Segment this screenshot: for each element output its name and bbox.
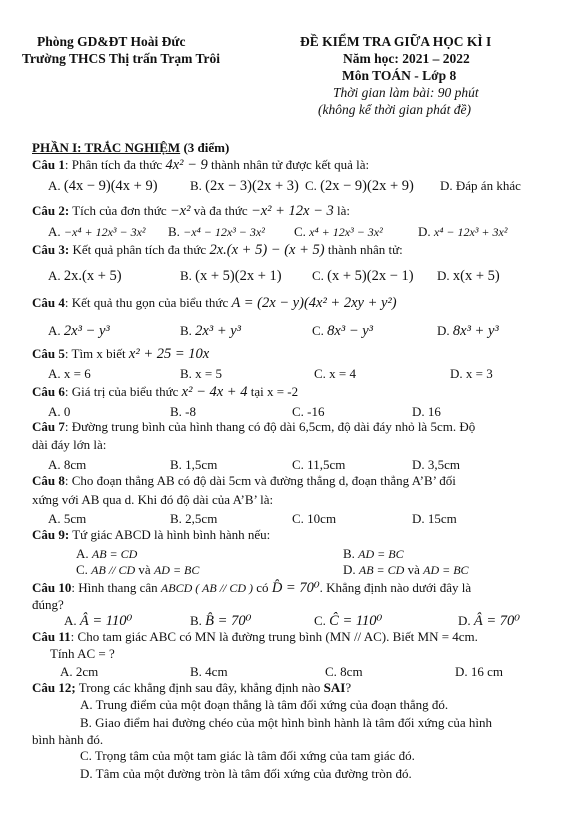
question-5 xyxy=(32,346,209,363)
option-math: AB = CD xyxy=(91,547,138,561)
q4-option-b xyxy=(180,323,241,340)
q8-option-b: B. 2,5cm xyxy=(170,511,218,526)
q2-option-b xyxy=(168,224,265,240)
q1-option-b xyxy=(190,178,299,195)
option-math: (2x − 3)(2x + 3) xyxy=(205,178,299,194)
option-label: C. xyxy=(312,268,328,283)
option-math: AD = BC xyxy=(153,563,200,577)
question-text: : Đường trung bình của hình thang có độ dài 6,5cm, độ dài đáy nhỏ là 5cm. Độ xyxy=(64,419,476,434)
option-label: A. xyxy=(64,613,80,628)
question-9 xyxy=(32,527,270,543)
question-3 xyxy=(32,242,403,259)
option-label: A. xyxy=(48,323,64,338)
question-text: : Hình thang cân xyxy=(71,580,158,595)
option-math: (x + 5)(2x − 1) xyxy=(327,268,414,284)
q10-option-a xyxy=(64,613,132,630)
q9-option-b xyxy=(343,546,404,562)
q9-option-d xyxy=(343,562,469,578)
question-8-cont: xứng với AB qua d. Khi đó độ dài của A’B’ là: xyxy=(32,492,274,507)
question-label: Câu 9: xyxy=(32,527,70,542)
q7-option-b: B. 1,5cm xyxy=(170,457,218,472)
option-text: và xyxy=(404,562,424,577)
q3-option-d xyxy=(437,268,500,285)
option-label: A. xyxy=(48,224,64,239)
question-12 xyxy=(32,680,351,696)
section-title-text: PHẦN I: TRẮC NGHIỆM xyxy=(32,140,181,155)
section-title xyxy=(32,140,229,156)
option-label: D. xyxy=(437,323,453,338)
q5-option-d: D. x = 3 xyxy=(450,366,493,381)
option-label: C. xyxy=(305,178,321,193)
question-text: : Cho tam giác ABC có MN là đường trung bình (MN // AC). Biết MN = 4cm. xyxy=(70,629,478,644)
question-7 xyxy=(32,419,475,435)
q11-option-d: D. 16 cm xyxy=(455,664,504,679)
option-label: B. xyxy=(190,178,206,193)
option-label: C. xyxy=(314,613,330,628)
q6-option-c: C. -16 xyxy=(292,404,325,419)
question-emphasis: SAI xyxy=(323,680,346,695)
q7-option-a: A. 8cm xyxy=(48,457,87,472)
question-label: Câu 2: xyxy=(32,203,70,218)
option-label: C. xyxy=(312,323,328,338)
q10-option-c xyxy=(314,613,382,630)
question-text: : Giá trị của biểu thức xyxy=(64,384,179,399)
option-label: B. xyxy=(168,224,184,239)
question-label: Câu 4 xyxy=(32,295,65,310)
option-label: B. xyxy=(190,613,206,628)
q6-option-a: A. 0 xyxy=(48,404,71,419)
question-math: x² − 4x + 4 xyxy=(181,384,248,400)
option-math: AB // CD xyxy=(91,563,136,577)
question-text: Trong các khẳng định sau đây, khẳng định nào xyxy=(75,680,324,695)
option-label: C. xyxy=(76,562,92,577)
q1-option-c xyxy=(305,178,414,195)
option-math: Â = 110⁰ xyxy=(79,613,133,629)
question-11 xyxy=(32,629,478,645)
q7-option-c: C. 11,5cm xyxy=(292,457,346,472)
question-10 xyxy=(32,580,471,597)
option-math: 2x³ − y³ xyxy=(63,323,110,339)
question-8 xyxy=(32,473,456,489)
option-math: 2x³ + y³ xyxy=(195,323,242,339)
question-label: Câu 3: xyxy=(32,242,70,257)
q9-option-c xyxy=(76,562,199,578)
q10-option-b xyxy=(190,613,251,630)
q8-option-d: D. 15cm xyxy=(412,511,457,526)
question-text: thành nhân tử được kết quả là: xyxy=(207,157,370,172)
q4-option-c xyxy=(312,323,373,340)
question-math: −x² xyxy=(169,203,191,219)
option-math: x⁴ − 12x³ + 3x² xyxy=(433,225,508,239)
question-math: −x² + 12x − 3 xyxy=(250,203,334,219)
question-text: Kết quả phân tích đa thức xyxy=(69,242,207,257)
subject: Môn TOÁN - Lớp 8 xyxy=(342,68,457,83)
q12-option-b: B. Giao điểm hai đường chéo của một hình bình hành là tâm đối xứng của hình xyxy=(80,715,492,730)
q5-option-c: C. x = 4 xyxy=(314,366,357,381)
question-label: Câu 8 xyxy=(32,473,65,488)
option-math: (2x − 9)(2x + 9) xyxy=(320,178,414,194)
exam-title: ĐỀ KIỂM TRA GIỮA HỌC KÌ I xyxy=(300,34,492,49)
option-label: D. xyxy=(458,613,474,628)
question-label: Câu 6 xyxy=(32,384,65,399)
option-math: AD = BC xyxy=(423,563,469,577)
option-label: D. xyxy=(437,268,453,283)
question-label: Câu 7 xyxy=(32,419,65,434)
question-1 xyxy=(32,157,369,174)
question-text: ? xyxy=(345,680,352,695)
question-7-cont: dài đáy lớn là: xyxy=(32,437,107,452)
q7-option-d: D. 3,5cm xyxy=(412,457,461,472)
question-2 xyxy=(32,203,350,220)
q2-option-c xyxy=(294,224,383,240)
option-math: Ĉ = 110⁰ xyxy=(329,613,383,629)
q2-option-a xyxy=(48,224,146,240)
q6-option-d: D. 16 xyxy=(412,404,441,419)
question-4 xyxy=(32,295,397,312)
q8-option-c: C. 10cm xyxy=(292,511,337,526)
option-math: B̂ = 70⁰ xyxy=(205,613,252,629)
option-text: và xyxy=(135,562,154,577)
option-label: B. xyxy=(180,268,196,283)
option-math: x(x + 5) xyxy=(452,268,500,284)
q12-option-d: D. Tâm của một đường tròn là tâm đối xứng của đường tròn đó. xyxy=(80,766,412,781)
school-name: Trường THCS Thị trấn Trạm Trôi xyxy=(22,51,220,66)
q12-option-b-cont: bình hành đó. xyxy=(32,732,104,747)
option-label: B. xyxy=(180,323,196,338)
option-label: A. xyxy=(76,546,92,561)
school-year: Năm học: 2021 – 2022 xyxy=(343,51,470,66)
question-label: Câu 10 xyxy=(32,580,72,595)
section-points: (3 điểm) xyxy=(180,140,230,155)
q5-option-b: B. x = 5 xyxy=(180,366,223,381)
question-10-cont: đúng? xyxy=(32,597,64,612)
option-math: (4x − 9)(4x + 9) xyxy=(63,178,158,194)
question-label: Câu 11 xyxy=(32,629,71,644)
q12-option-a: A. Trung điểm của một đoạn thẳng là tâm đối xứng của đoạn thẳng đó. xyxy=(80,697,449,712)
option-label: D. xyxy=(343,562,359,577)
option-math: AB = CD xyxy=(358,563,405,577)
question-math: D̂ = 70⁰ xyxy=(271,580,320,596)
question-label: Câu 5 xyxy=(32,346,65,361)
q4-option-a xyxy=(48,323,110,340)
question-text: Tích của đơn thức xyxy=(69,203,167,218)
q11-option-c: C. 8cm xyxy=(325,664,363,679)
option-math: 8x³ + y³ xyxy=(452,323,499,339)
option-math: 2x.(x + 5) xyxy=(63,268,122,284)
question-math: 4x² − 9 xyxy=(165,157,208,173)
option-math: −x⁴ − 12x³ − 3x² xyxy=(183,225,265,239)
option-math: −x⁴ + 12x³ − 3x² xyxy=(63,225,146,239)
q6-option-b: B. -8 xyxy=(170,404,196,419)
q2-option-d xyxy=(418,224,507,240)
time-note: (không kể thời gian phát đề) xyxy=(318,102,472,117)
q8-option-a: A. 5cm xyxy=(48,511,87,526)
question-text: và đa thức xyxy=(190,203,248,218)
question-text: có xyxy=(253,580,269,595)
question-text: là: xyxy=(333,203,351,218)
option-label: B. xyxy=(343,546,359,561)
option-label: D. xyxy=(418,224,434,239)
q5-option-a: A. x = 6 xyxy=(48,366,91,381)
option-label: A. xyxy=(48,268,64,283)
school-department: Phòng GD&ĐT Hoài Đức xyxy=(37,34,186,49)
question-text: thành nhân tử: xyxy=(324,242,403,257)
q11-option-a: A. 2cm xyxy=(60,664,99,679)
question-6 xyxy=(32,384,298,401)
q11-option-b: B. 4cm xyxy=(190,664,228,679)
q3-option-b xyxy=(180,268,282,285)
option-math: (x + 5)(2x + 1) xyxy=(195,268,282,284)
question-text: : Phân tích đa thức xyxy=(64,157,163,172)
option-math: Â = 70⁰ xyxy=(473,613,521,629)
q9-option-a xyxy=(76,546,137,562)
q10-option-d xyxy=(458,613,520,630)
q4-option-d xyxy=(437,323,499,340)
question-text: : Tìm x biết xyxy=(64,346,126,361)
question-text: . Khẳng định nào dưới đây là xyxy=(319,580,472,595)
question-text: : Kết quả thu gọn của biểu thức xyxy=(64,295,229,310)
question-math: x² + 25 = 10x xyxy=(128,346,210,362)
option-math: x⁴ + 12x³ − 3x² xyxy=(309,225,383,239)
q3-option-c xyxy=(312,268,414,285)
option-math: AD = BC xyxy=(358,547,404,561)
question-text: : Cho đoạn thẳng AB có độ dài 5cm và đường thẳng d, đoạn thẳng A’B’ đối xyxy=(64,473,456,488)
question-label: Câu 1 xyxy=(32,157,65,172)
time-limit: Thời gian làm bài: 90 phút xyxy=(333,85,479,100)
question-math: A = (2x − y)(4x² + 2xy + y²) xyxy=(231,295,397,311)
option-math: 8x³ − y³ xyxy=(327,323,374,339)
question-text: tại x = -2 xyxy=(247,384,299,399)
q1-option-a xyxy=(48,178,158,195)
q3-option-a xyxy=(48,268,122,285)
q1-option-d: D. Đáp án khác xyxy=(440,178,521,193)
option-label: A. xyxy=(48,178,64,193)
q12-option-c: C. Trọng tâm của một tam giác là tâm đối xứng của tam giác đó. xyxy=(80,748,415,763)
question-math: ABCD ( AB // CD ) xyxy=(160,581,254,595)
question-math: 2x.(x + 5) − (x + 5) xyxy=(209,242,325,258)
question-label: Câu 12; xyxy=(32,680,76,695)
option-label: C. xyxy=(294,224,310,239)
question-text: Tứ giác ABCD là hình bình hành nếu: xyxy=(69,527,271,542)
question-11-cont: Tính AC = ? xyxy=(50,646,115,661)
